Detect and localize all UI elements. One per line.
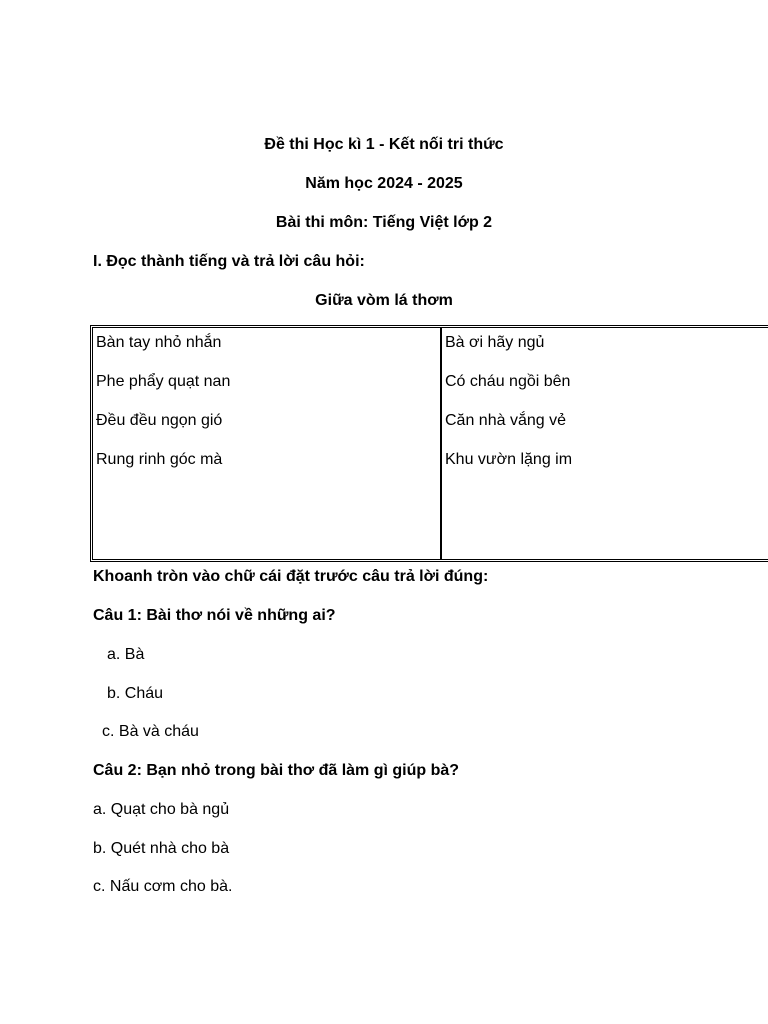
question-1: Câu 1: Bài thơ nói về những ai?	[93, 607, 336, 624]
answer-option: c. Bà và cháu	[102, 723, 199, 740]
poem-line: Phe phẩy quạt nan	[96, 373, 231, 390]
poem-line: Rung rinh góc mà	[96, 451, 223, 468]
exam-subject: Bài thi môn: Tiếng Việt lớp 2	[275, 214, 493, 231]
answer-option: b. Quét nhà cho bà	[93, 840, 230, 857]
poem-line: Bà ơi hãy ngủ	[445, 334, 545, 351]
poem-line: Bàn tay nhỏ nhắn	[96, 334, 222, 351]
answer-option: b. Cháu	[107, 685, 164, 702]
poem-column-divider	[440, 328, 442, 559]
answer-option: a. Quạt cho bà ngủ	[93, 801, 230, 818]
poem-line: Khu vườn lặng im	[445, 451, 573, 468]
school-year: Năm học 2024 - 2025	[305, 175, 463, 192]
poem-title: Giữa vòm lá thơm	[315, 292, 453, 309]
poem-line: Có cháu ngồi bên	[445, 373, 571, 390]
answer-option: c. Nấu cơm cho bà.	[93, 878, 233, 895]
answer-option: a. Bà	[107, 646, 145, 663]
instruction: Khoanh tròn vào chữ cái đặt trước câu trả lời đúng:	[93, 568, 489, 585]
poem-line: Đều đều ngọn gió	[96, 412, 223, 429]
question-2: Câu 2: Bạn nhỏ trong bài thơ đã làm gì giúp bà?	[93, 762, 460, 779]
section-heading: I. Đọc thành tiếng và trả lời câu hỏi:	[93, 253, 365, 270]
exam-title: Đề thi Học kì 1 - Kết nối tri thức	[264, 136, 504, 153]
poem-table	[90, 325, 768, 562]
poem-line: Căn nhà vắng vẻ	[445, 412, 566, 429]
